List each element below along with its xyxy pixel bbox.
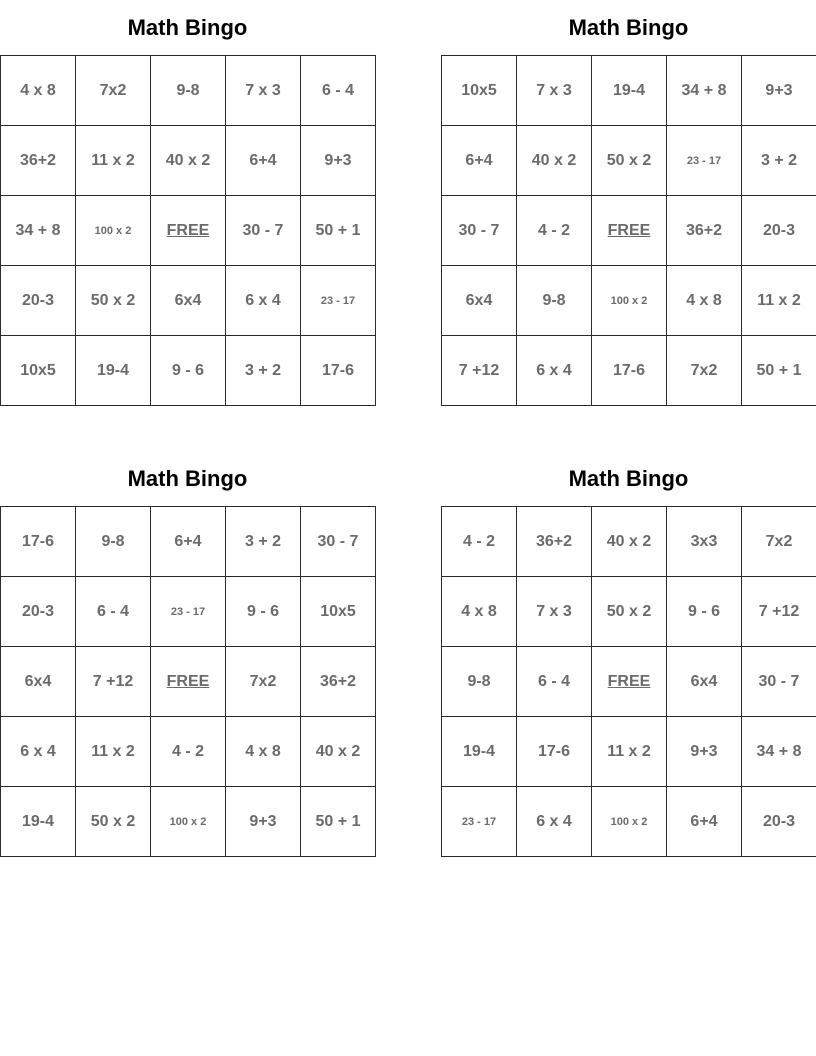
- bingo-cell: 50 x 2: [76, 787, 151, 857]
- card-title: Math Bingo: [568, 15, 689, 40]
- bingo-cell: 7 x 3: [517, 56, 592, 126]
- bingo-cell: 20-3: [742, 196, 816, 266]
- bingo-row: [1, 647, 376, 717]
- bingo-row: [442, 126, 816, 196]
- bingo-cell: 50 + 1: [742, 336, 816, 406]
- free-space: FREE: [592, 196, 667, 266]
- bingo-cell: 6 - 4: [76, 577, 151, 647]
- bingo-cell: 40 x 2: [151, 126, 226, 196]
- bingo-cell: 34 + 8: [1, 196, 76, 266]
- card-title: Math Bingo: [568, 466, 689, 491]
- bingo-cell: 6x4: [442, 266, 517, 336]
- bingo-cell: 11 x 2: [76, 717, 151, 787]
- bingo-cell: 9-8: [76, 507, 151, 577]
- bingo-cell: 40 x 2: [592, 507, 667, 577]
- bingo-row: [1, 56, 376, 126]
- free-space: FREE: [151, 647, 226, 717]
- bingo-cell: 6 x 4: [517, 336, 592, 406]
- bingo-cell: 9 - 6: [226, 577, 301, 647]
- bingo-cell: 3 + 2: [226, 336, 301, 406]
- bingo-cell: 10x5: [1, 336, 76, 406]
- bingo-row: [442, 647, 816, 717]
- bingo-cell: 9-8: [442, 647, 517, 717]
- bingo-cell: 100 x 2: [592, 266, 667, 336]
- bingo-cell: 19-4: [442, 717, 517, 787]
- bingo-cell: 3x3: [667, 507, 742, 577]
- bingo-cell: 9+3: [301, 126, 376, 196]
- free-space: FREE: [592, 647, 667, 717]
- bingo-row: [442, 196, 816, 266]
- bingo-cell: 40 x 2: [301, 717, 376, 787]
- bingo-cell: 4 - 2: [151, 717, 226, 787]
- bingo-cell: 100 x 2: [151, 787, 226, 857]
- bingo-row: [442, 56, 816, 126]
- card-title: Math Bingo: [127, 15, 248, 40]
- bingo-row: [442, 336, 816, 406]
- bingo-row: [1, 717, 376, 787]
- bingo-cell: 9 - 6: [151, 336, 226, 406]
- bingo-cell: 9+3: [226, 787, 301, 857]
- bingo-cell: 36+2: [301, 647, 376, 717]
- bingo-cell: 19-4: [76, 336, 151, 406]
- bingo-cell: 11 x 2: [76, 126, 151, 196]
- bingo-cell: 19-4: [1, 787, 76, 857]
- bingo-cell: 7 +12: [742, 577, 816, 647]
- bingo-cell: 30 - 7: [301, 507, 376, 577]
- bingo-cell: 6 x 4: [1, 717, 76, 787]
- bingo-cell: 7x2: [76, 56, 151, 126]
- bingo-cell: 9 - 6: [667, 577, 742, 647]
- bingo-cell: 30 - 7: [442, 196, 517, 266]
- bingo-cell: 7 x 3: [226, 56, 301, 126]
- bingo-cell: 7 +12: [76, 647, 151, 717]
- bingo-row: [1, 266, 376, 336]
- bingo-cell: 9-8: [151, 56, 226, 126]
- bingo-cell: 9+3: [667, 717, 742, 787]
- bingo-cell: 6x4: [667, 647, 742, 717]
- bingo-card-2: [441, 13, 816, 406]
- bingo-cell: 50 + 1: [301, 196, 376, 266]
- bingo-cell: 11 x 2: [742, 266, 816, 336]
- free-space: FREE: [151, 196, 226, 266]
- bingo-cell: 7 +12: [442, 336, 517, 406]
- bingo-card-1: [0, 13, 375, 406]
- bingo-cell: 4 - 2: [517, 196, 592, 266]
- bingo-cell: 50 x 2: [76, 266, 151, 336]
- bingo-cell: 6+4: [151, 507, 226, 577]
- bingo-cell: 36+2: [1, 126, 76, 196]
- bingo-cell: 3 + 2: [742, 126, 816, 196]
- bingo-cell: 34 + 8: [742, 717, 816, 787]
- bingo-cell: 6+4: [226, 126, 301, 196]
- bingo-row: [442, 266, 816, 336]
- bingo-cell: 4 x 8: [442, 577, 517, 647]
- bingo-card-3: [0, 464, 375, 857]
- bingo-grid: [441, 55, 816, 406]
- bingo-cell: 4 - 2: [442, 507, 517, 577]
- bingo-cell: 6+4: [667, 787, 742, 857]
- bingo-cell: 7x2: [226, 647, 301, 717]
- bingo-cell: 30 - 7: [226, 196, 301, 266]
- bingo-row: [1, 577, 376, 647]
- bingo-cell: 3 + 2: [226, 507, 301, 577]
- bingo-row: [442, 507, 816, 577]
- bingo-row: [442, 787, 816, 857]
- bingo-row: [1, 336, 376, 406]
- bingo-cell: 11 x 2: [592, 717, 667, 787]
- bingo-grid: [0, 506, 376, 857]
- bingo-cell: 36+2: [517, 507, 592, 577]
- bingo-cell: 20-3: [1, 266, 76, 336]
- bingo-cell: 17-6: [592, 336, 667, 406]
- bingo-cell: 20-3: [1, 577, 76, 647]
- bingo-row: [1, 126, 376, 196]
- bingo-cell: 7 x 3: [517, 577, 592, 647]
- bingo-cell: 6+4: [442, 126, 517, 196]
- bingo-cell: 7x2: [667, 336, 742, 406]
- bingo-cell: 34 + 8: [667, 56, 742, 126]
- bingo-cell: 9-8: [517, 266, 592, 336]
- bingo-cell: 23 - 17: [151, 577, 226, 647]
- bingo-cell: 30 - 7: [742, 647, 816, 717]
- bingo-row: [1, 787, 376, 857]
- bingo-cell: 100 x 2: [592, 787, 667, 857]
- bingo-grid: [0, 55, 376, 406]
- bingo-cell: 40 x 2: [517, 126, 592, 196]
- bingo-cell: 6 - 4: [301, 56, 376, 126]
- bingo-cell: 50 + 1: [301, 787, 376, 857]
- bingo-card-4: [441, 464, 816, 857]
- card-title: Math Bingo: [127, 466, 248, 491]
- bingo-cell: 6 - 4: [517, 647, 592, 717]
- bingo-cell: 7x2: [742, 507, 816, 577]
- bingo-row: [1, 196, 376, 266]
- bingo-cell: 4 x 8: [667, 266, 742, 336]
- bingo-cell: 23 - 17: [667, 126, 742, 196]
- bingo-cell: 4 x 8: [1, 56, 76, 126]
- bingo-cell: 50 x 2: [592, 577, 667, 647]
- bingo-cell: 17-6: [517, 717, 592, 787]
- bingo-cell: 20-3: [742, 787, 816, 857]
- bingo-cell: 36+2: [667, 196, 742, 266]
- bingo-row: [442, 717, 816, 787]
- bingo-cell: 9+3: [742, 56, 816, 126]
- bingo-grid: [441, 506, 816, 857]
- bingo-cell: 6x4: [151, 266, 226, 336]
- bingo-cell: 4 x 8: [226, 717, 301, 787]
- bingo-cell: 10x5: [442, 56, 517, 126]
- bingo-row: [442, 577, 816, 647]
- bingo-cell: 50 x 2: [592, 126, 667, 196]
- bingo-row: [1, 507, 376, 577]
- bingo-cell: 6 x 4: [517, 787, 592, 857]
- bingo-cell: 23 - 17: [442, 787, 517, 857]
- bingo-cell: 17-6: [301, 336, 376, 406]
- bingo-cell: 6 x 4: [226, 266, 301, 336]
- bingo-cell: 17-6: [1, 507, 76, 577]
- bingo-cell: 100 x 2: [76, 196, 151, 266]
- bingo-cell: 10x5: [301, 577, 376, 647]
- bingo-cell: 23 - 17: [301, 266, 376, 336]
- bingo-cell: 6x4: [1, 647, 76, 717]
- bingo-cell: 19-4: [592, 56, 667, 126]
